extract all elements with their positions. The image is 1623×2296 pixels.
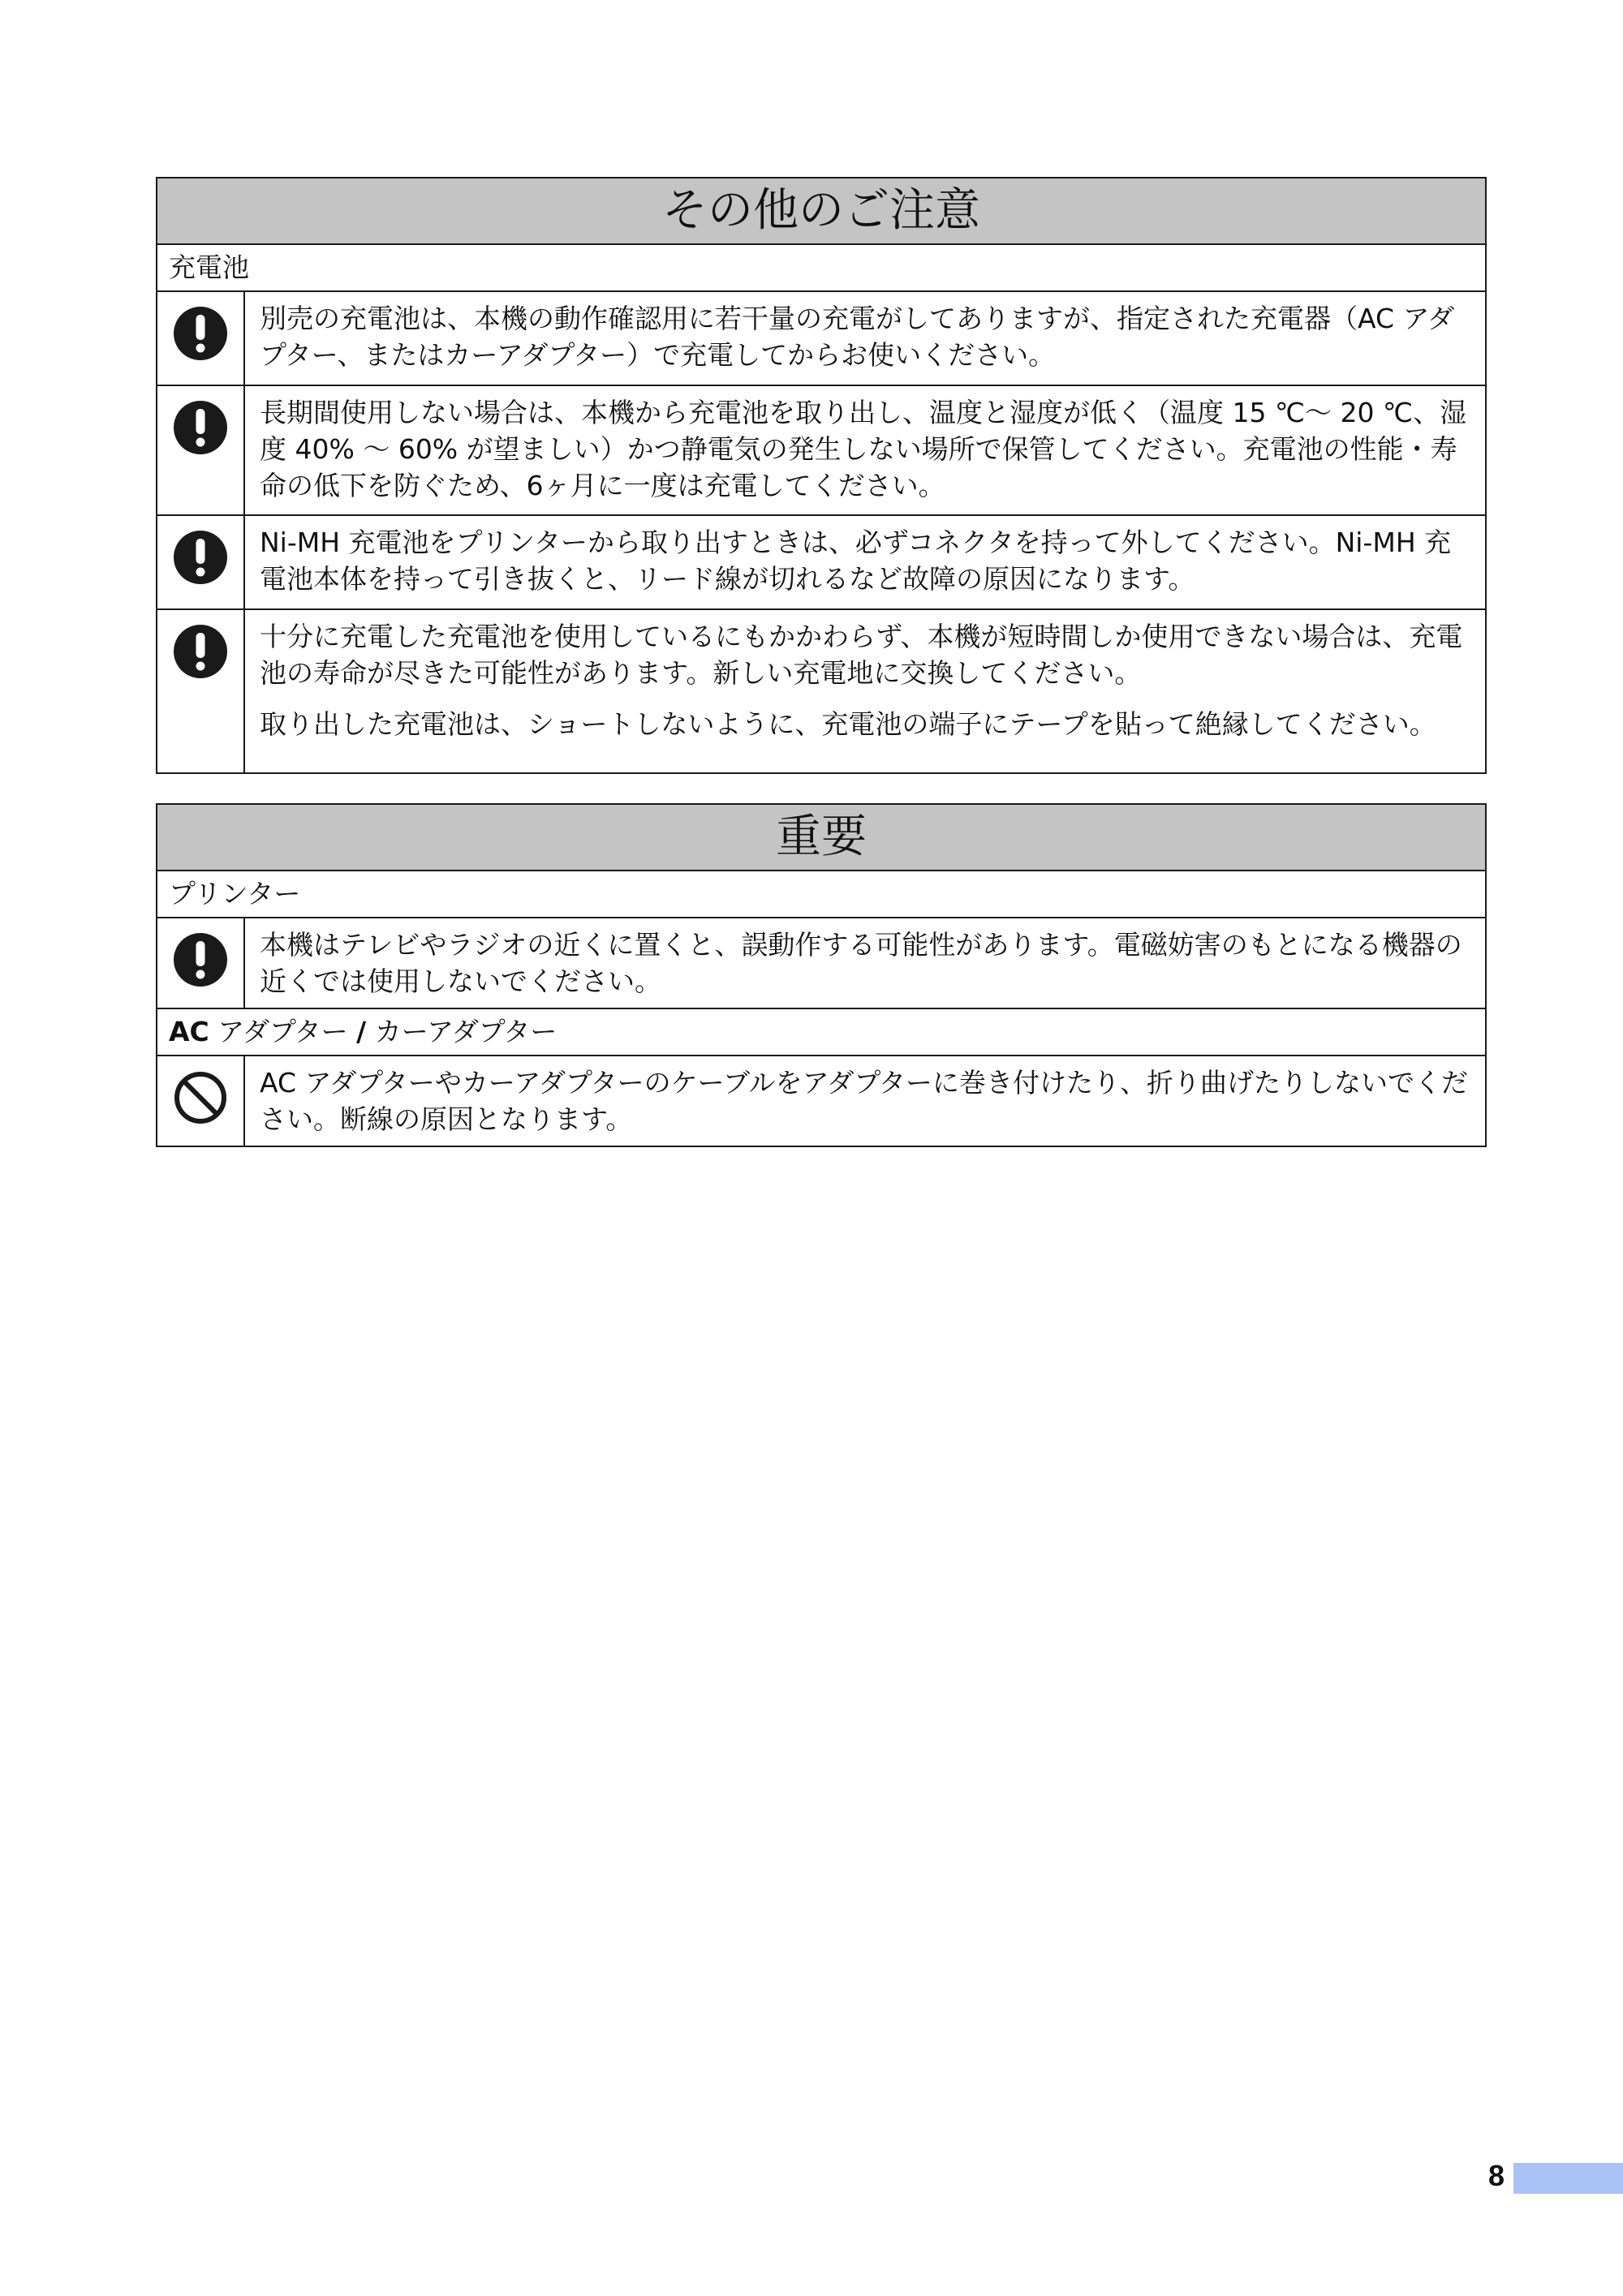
prohibited-icon [172, 1069, 229, 1126]
notice-text: 別売の充電池は、本機の動作確認用に若干量の充電がしてありますが、指定された充電器（AC アダプター、またはカーアダプター）で充電してからお使いください。 [260, 303, 1455, 371]
notice-text: 十分に充電した充電池を使用しているにもかかわらず、本機が短時間しか使用できない場合は、充電池の寿命が尽きた可能性があります。新しい充電地に交換してください。 [260, 621, 1463, 689]
notice-text: AC アダプターやカーアダプターのケーブルをアダプターに巻き付けたり、折り曲げたりしないでください。断線の原因となります。 [260, 1067, 1469, 1135]
section-battery: 充電池 [157, 244, 1486, 291]
notice-row [157, 918, 1486, 1008]
notice-row [157, 515, 1486, 609]
important-title: 重要 [157, 804, 1486, 871]
notice-text: 長期間使用しない場合は、本機から充電池を取り出し、温度と湿度が低く（温度 15 ℃～ 20 ℃、湿度 40% ～ 60% が望ましい）かつ静電気の発生しない場所で保管してください。充電池の性能・寿命の低下を防ぐため、6ヶ月に一度は充電してください。 [260, 397, 1467, 501]
exclamation-icon [172, 931, 229, 988]
other-notes-title: その他のご注意 [157, 178, 1486, 244]
exclamation-icon [172, 399, 229, 456]
section-ac-text2: カーアダプター [366, 1016, 558, 1047]
notice-row [157, 385, 1486, 515]
exclamation-icon [172, 623, 229, 680]
section-ac-prefix: AC [169, 1016, 209, 1047]
notice-row [157, 291, 1486, 385]
page-tab-marker [1513, 2163, 1623, 2194]
notice-row [157, 609, 1486, 773]
exclamation-icon [172, 305, 229, 362]
important-table [156, 803, 1487, 1147]
section-ac-adapter [157, 1008, 1486, 1056]
notice-row [157, 1056, 1486, 1146]
section-printer: プリンター [157, 871, 1486, 918]
exclamation-icon [172, 529, 229, 586]
section-ac-text: アダプター [209, 1016, 357, 1047]
other-notes-table [156, 177, 1487, 774]
page-number: 8 [1487, 2159, 1505, 2192]
notice-text: 本機はテレビやラジオの近くに置くと、誤動作する可能性があります。電磁妨害のもとになる機器の近くでは使用しないでください。 [260, 929, 1462, 997]
notice-text: Ni-MH 充電池をプリンターから取り出すときは、必ずコネクタを持って外してください。Ni-MH 充電池本体を持って引き抜くと、リード線が切れるなど故障の原因になります。 [260, 527, 1452, 595]
section-ac-slash: / [356, 1016, 367, 1047]
notice-text: 取り出した充電池は、ショートしないように、充電池の端子にテープを貼って絶縁してください。 [260, 708, 1436, 740]
